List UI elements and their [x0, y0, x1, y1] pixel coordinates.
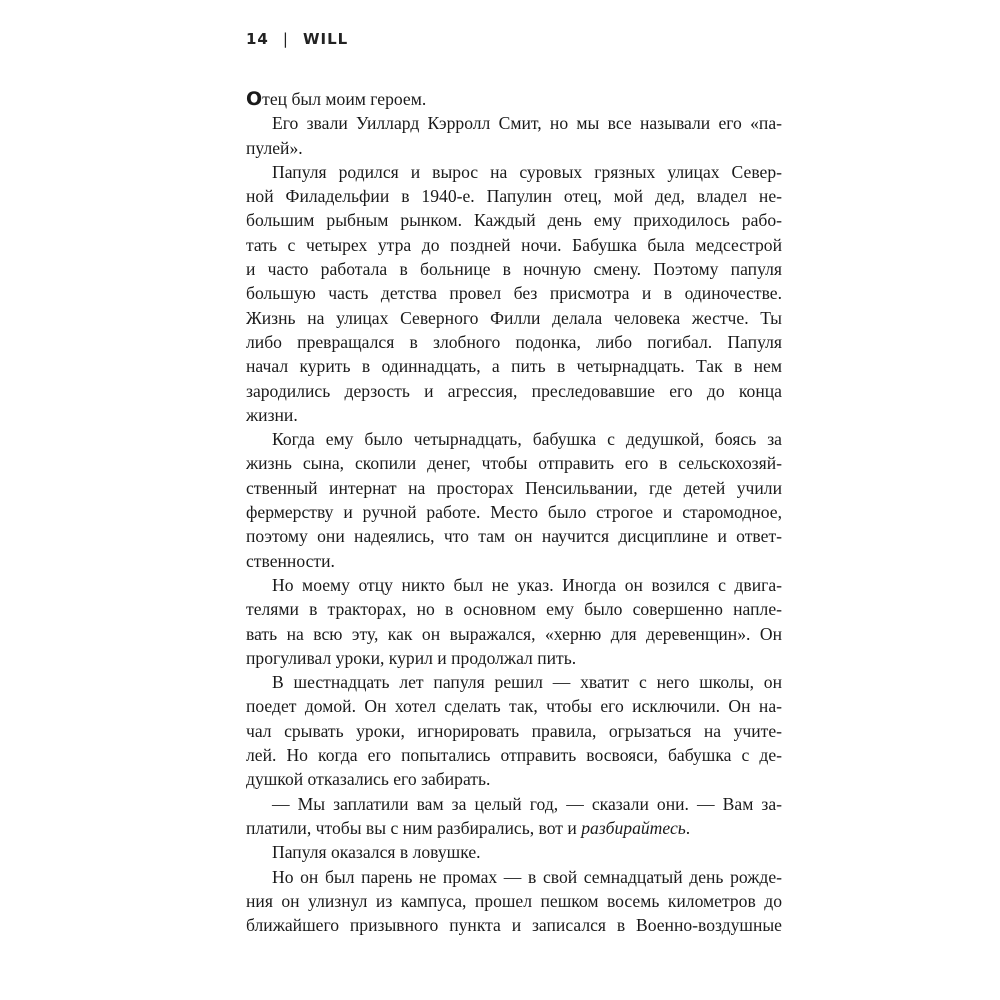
line-text: ной Филадельфии в 1940-е. Папулин отец, мой дед, владел не- — [246, 186, 782, 207]
text-line — [246, 816, 782, 840]
line-text: большим рыбным рынком. Каждый день ему приходилось рабо- — [246, 210, 782, 231]
text-line — [246, 913, 782, 937]
text-line — [246, 646, 782, 670]
line-text: ния он улизнул из кампуса, прошел пешком восемь километров до — [246, 890, 782, 911]
line-text: Папуля оказался в ловушке. — [272, 842, 481, 863]
text-line — [246, 743, 782, 767]
line-text: платили, чтобы вы с ним разбирались, вот и — [246, 817, 582, 838]
line-text: В шестнадцать лет папуля решил — хватит с него школы, он — [272, 672, 782, 693]
text-line — [246, 184, 782, 208]
line-text: поедет домой. Он хотел сделать так, чтобы его исключили. Он на- — [246, 696, 782, 717]
line-text: Но моему отцу никто был не указ. Иногда он возился с двига- — [272, 574, 782, 595]
line-text: Но он был парень не промах — в свой семнадцатый день рожде- — [272, 866, 782, 887]
text-line — [246, 354, 782, 378]
text-line — [246, 622, 782, 646]
text-line — [246, 840, 782, 864]
line-text: лей. Но когда его попытались отправить восвояси, бабушка с де- — [246, 745, 782, 766]
line-text: фермерству и ручной работе. Место было строгое и старомодное, — [246, 502, 782, 523]
text-line — [246, 889, 782, 913]
line-text: большую часть детства провел без присмотра и в одиночестве. — [246, 283, 782, 304]
line-text-tail: . — [685, 817, 691, 838]
text-line — [246, 573, 782, 597]
text-line — [246, 330, 782, 354]
line-text: — Мы заплатили вам за целый год, — сказали они. — Вам за- — [272, 793, 782, 814]
text-line — [246, 670, 782, 694]
text-line — [246, 306, 782, 330]
emphasis-text: разбирайтесь — [581, 817, 686, 838]
line-text: прогуливал уроки, курил и продолжал пить. — [246, 647, 577, 668]
line-text: пулей». — [246, 137, 303, 158]
text-line — [246, 767, 782, 791]
body-text — [246, 87, 782, 937]
line-text: зародились дерзость и агрессия, преследовавшие его до конца — [246, 380, 782, 401]
text-line — [246, 719, 782, 743]
text-line — [246, 281, 782, 305]
line-text: ственности. — [246, 550, 335, 571]
line-text: и часто работала в больнице в ночную смену. Поэтому папуля — [246, 259, 782, 280]
line-text: Когда ему было четырнадцать, бабушка с дедушкой, боясь за — [272, 429, 782, 450]
line-text: вать на всю эту, как он выражался, «херню для деревенщин». Он — [246, 623, 782, 644]
page-number: 14 — [246, 30, 269, 48]
text-line — [246, 379, 782, 403]
line-text: ственный интернат на просторах Пенсильвании, где детей учили — [246, 477, 782, 498]
text-line — [246, 257, 782, 281]
text-line — [246, 160, 782, 184]
text-line — [246, 597, 782, 621]
line-text: поэтому они надеялись, что там он научится дисциплине и ответ- — [246, 526, 782, 547]
text-line — [246, 694, 782, 718]
header-separator: | — [282, 30, 289, 48]
running-header — [246, 30, 348, 48]
text-line — [246, 500, 782, 524]
dropcap-letter: О — [246, 88, 263, 110]
line-text: душкой отказались его забирать. — [246, 769, 491, 790]
line-text: тец был моим героем. — [262, 89, 427, 109]
text-line — [246, 136, 782, 160]
line-text: телями в тракторах, но в основном ему было совершенно напле- — [246, 599, 782, 620]
text-line — [246, 865, 782, 889]
line-text: тать с четырех утра до поздней ночи. Бабушка была медсестрой — [246, 234, 782, 255]
line-text: Папуля родился и вырос на суровых грязных улицах Север- — [272, 161, 782, 182]
line-text: жизнь сына, скопили денег, чтобы отправить его в сельскохозяй- — [246, 453, 782, 474]
line-text: жизни. — [246, 404, 298, 425]
line-text: либо превращался в злобного подонка, либо погибал. Папуля — [246, 331, 782, 352]
text-line — [246, 403, 782, 427]
line-text: чал срывать уроки, игнорировать правила, огрызаться на учите- — [246, 720, 782, 741]
text-line — [246, 233, 782, 257]
text-line — [246, 476, 782, 500]
text-line — [246, 111, 782, 135]
text-line — [246, 427, 782, 451]
text-line — [246, 208, 782, 232]
text-line — [246, 524, 782, 548]
line-text: ближайшего призывного пункта и записался в Военно-воздушные — [246, 915, 782, 936]
line-text: Жизнь на улицах Северного Филли делала человека жестче. Ты — [246, 307, 782, 328]
text-line — [246, 451, 782, 475]
line-text: Его звали Уиллард Кэрролл Смит, но мы все называли его «па- — [272, 113, 782, 134]
text-line — [246, 87, 782, 111]
line-text: начал курить в одиннадцать, а пить в четырнадцать. Так в нем — [246, 356, 782, 377]
text-line — [246, 549, 782, 573]
running-title: WILL — [302, 30, 349, 48]
text-line — [246, 792, 782, 816]
